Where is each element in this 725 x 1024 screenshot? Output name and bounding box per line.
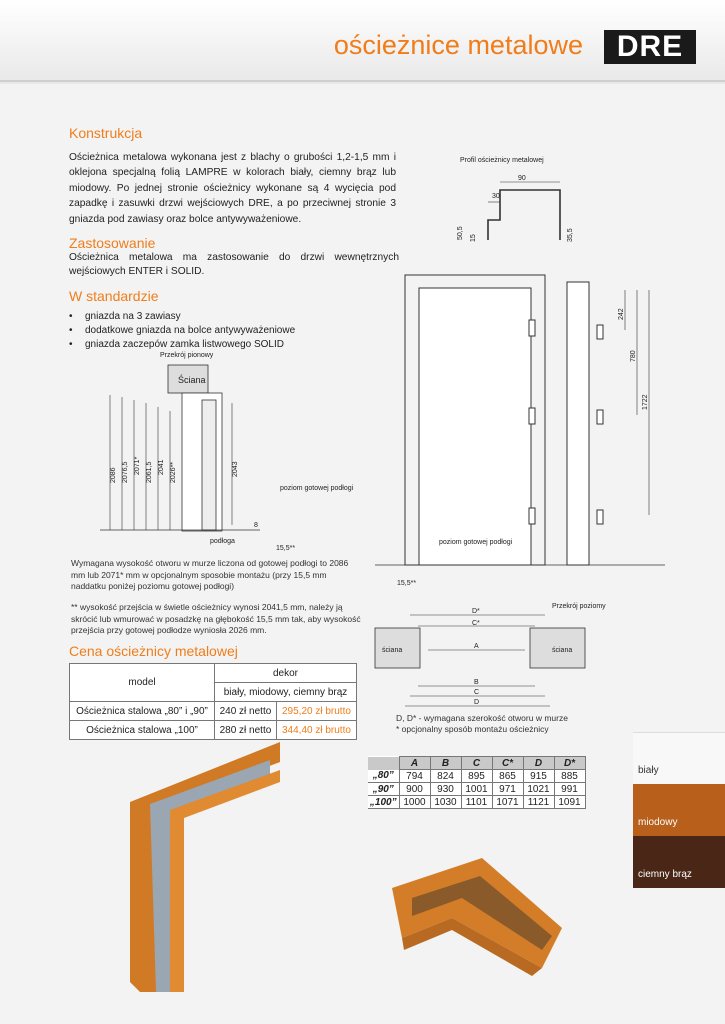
table-row — [368, 796, 585, 809]
cell: 930 — [430, 783, 461, 796]
zastosowanie-text: Ościeżnica metalowa ma zastosowanie do drzwi wewnętrznych wejściowych ENTER i SOLID. — [69, 252, 399, 277]
dim-label: C* — [472, 620, 480, 627]
dim-label: 2026** — [170, 461, 177, 483]
cell: 900 — [399, 783, 430, 796]
frame-corner-photo-small — [392, 858, 562, 978]
cell: 1121 — [523, 796, 554, 809]
col-header-colors: biały, miodowy, ciemny brąz — [215, 683, 357, 702]
table-row — [368, 770, 585, 783]
cell: 1001 — [461, 783, 492, 796]
opening-note: Wymagana wysokość otworu w murze liczona od gotowej podłogi to 2086 mm lub 2071* mm w opcjonalnym sposobie montażu (przy 15,5 mm naddatku poniżej poziomu gotowej podłogi) — [71, 558, 349, 591]
floor-level-label: poziom gotowej podłogi — [280, 485, 354, 492]
wall-right-label: ściana — [552, 647, 573, 654]
standard-heading: W standardzie — [69, 288, 159, 304]
header-divider — [0, 80, 725, 82]
dre-logo: DRE — [604, 30, 696, 64]
cell: 1091 — [554, 796, 585, 809]
list-item: • gniazda na 3 zawiasy — [69, 310, 295, 324]
list-item: • dodatkowe gniazda na bolce antywyważeniowe — [69, 324, 295, 338]
page-title: ościeżnice metalowe — [333, 30, 583, 60]
cell: 991 — [554, 783, 585, 796]
cell: 885 — [554, 770, 585, 783]
horizontal-section-diagram — [370, 598, 606, 716]
col-header: D — [523, 757, 554, 770]
cell: 1071 — [492, 796, 523, 809]
cell: 865 — [492, 770, 523, 783]
dim-label: 15,5** — [276, 545, 296, 552]
cell: 1021 — [523, 783, 554, 796]
floor-label: podłoga — [210, 538, 235, 545]
brutto-cell: 344,40 zł brutto — [276, 721, 356, 740]
dim-label: 2061,5 — [146, 461, 153, 483]
profile-title: Profil ościeżnicy metalowej — [460, 157, 544, 164]
floor-level-label: poziom gotowej podłogi — [439, 539, 513, 546]
hinge-side — [597, 410, 603, 424]
profile-diagram — [440, 150, 590, 250]
dim-label: 780 — [630, 350, 637, 362]
dim-label: 90 — [518, 175, 526, 182]
dimensions-table — [368, 756, 586, 809]
dim-label: D — [474, 699, 480, 706]
price-table — [69, 663, 357, 740]
cell: 915 — [523, 770, 554, 783]
hinge — [529, 508, 535, 524]
netto-cell: 240 zł netto — [215, 702, 277, 721]
door-leaf-section — [202, 400, 216, 530]
swatch-white — [633, 732, 725, 784]
cell: 794 — [399, 770, 430, 783]
swatch-honey — [633, 784, 725, 836]
frame-side-view — [567, 282, 589, 565]
dim-label: 2041 — [158, 459, 165, 475]
frame-opening — [419, 288, 531, 565]
dim-label: 242 — [618, 308, 625, 320]
price-heading: Cena ościeżnicy metalowej — [69, 643, 238, 659]
hinge-side — [597, 325, 603, 339]
row-label: „90” — [368, 783, 399, 796]
section-note-2: * opcjonalny sposób montażu ościeżnicy — [396, 724, 549, 734]
dim-label: C — [474, 689, 480, 696]
col-header: B — [430, 757, 461, 770]
dim-label: A — [474, 643, 479, 650]
vertical-section-title: Przekrój pionowy — [160, 352, 214, 359]
konstrukcja-heading: Konstrukcja — [69, 125, 143, 141]
cell: 971 — [492, 783, 523, 796]
table-row — [70, 721, 357, 740]
model-cell: Ościeżnica stalowa „100” — [70, 721, 215, 740]
dim-label: 2086 — [110, 467, 117, 483]
cell: 1101 — [461, 796, 492, 809]
hinge-side — [597, 510, 603, 524]
wall-label: Ściana — [178, 375, 206, 385]
dim-label: 2043 — [232, 461, 239, 477]
vertical-section-diagram — [90, 345, 354, 555]
passage-note: ** wysokość przejścia w świetle ościeżnicy wynosi 2041,5 mm, należy ją skrócić lub wmurować w posadzkę na głębokość 15,5 mm tak, aby wysokość przejścia przy gotowej podłodze wyniosła 2026 mm. — [71, 602, 361, 635]
cell: 895 — [461, 770, 492, 783]
dim-label: 35,5 — [567, 228, 574, 242]
dim-label: 1722 — [642, 394, 649, 410]
col-header: C* — [492, 757, 523, 770]
cell: 824 — [430, 770, 461, 783]
cell: 1000 — [399, 796, 430, 809]
frame-corner-photo — [110, 742, 280, 992]
dim-label: B — [474, 679, 479, 686]
dim-label: 2076,5 — [122, 461, 129, 483]
dim-label: 50,5 — [457, 226, 464, 240]
door-frame-diagram — [375, 270, 665, 595]
swatch-label: ciemny brąz — [638, 869, 692, 880]
col-header: A — [399, 757, 430, 770]
dim-label: 30 — [492, 193, 500, 200]
hinge — [529, 320, 535, 336]
zastosowanie-heading: Zastosowanie — [69, 235, 156, 251]
list-item: • gniazda zaczepów zamka listwowego SOLID — [69, 338, 295, 352]
horizontal-section-title: Przekrój poziomy — [552, 603, 606, 610]
swatch-brown — [633, 836, 725, 888]
dim-label: 8 — [254, 522, 258, 529]
col-header: D* — [554, 757, 585, 770]
swatch-label: miodowy — [638, 817, 678, 828]
row-label: „80” — [368, 770, 399, 783]
page-header — [0, 0, 725, 84]
table-row — [70, 702, 357, 721]
cell: 1030 — [430, 796, 461, 809]
col-header: C — [461, 757, 492, 770]
dim-label: 15,5** — [397, 580, 417, 587]
netto-cell: 280 zł netto — [215, 721, 277, 740]
dim-label: 15 — [470, 234, 477, 242]
wall-left-label: ściana — [382, 647, 403, 654]
model-cell: Ościeżnica stalowa „80” i „90” — [70, 702, 215, 721]
konstrukcja-text: Ościeżnica metalowa wykonana jest z blachy o grubości 1,2-1,5 mm i oklejona specjalną folią LAMPRE w kolorach biały, ciemny brąz lub miodowy. Po jednej stronie ościeżnicy wykonane są 4 wycięcia pod zapadkę i zasuwki drzwi wejściowych DRE, a po przeciwnej stronie 3 gniazda pod zawiasy oraz bolce antywyważeniowe. — [69, 152, 396, 225]
dim-label: D* — [472, 608, 480, 615]
dim-label: 2071* — [134, 456, 141, 475]
section-note-1: D, D* - wymagana szerokość otworu w murze — [396, 713, 568, 723]
col-header-model: model — [70, 664, 215, 702]
row-label: „100” — [368, 796, 399, 809]
brutto-cell: 295,20 zł brutto — [276, 702, 356, 721]
hinge — [529, 408, 535, 424]
col-header-dekor: dekor — [215, 664, 357, 683]
swatch-label: biały — [638, 765, 659, 776]
table-row — [368, 783, 585, 796]
